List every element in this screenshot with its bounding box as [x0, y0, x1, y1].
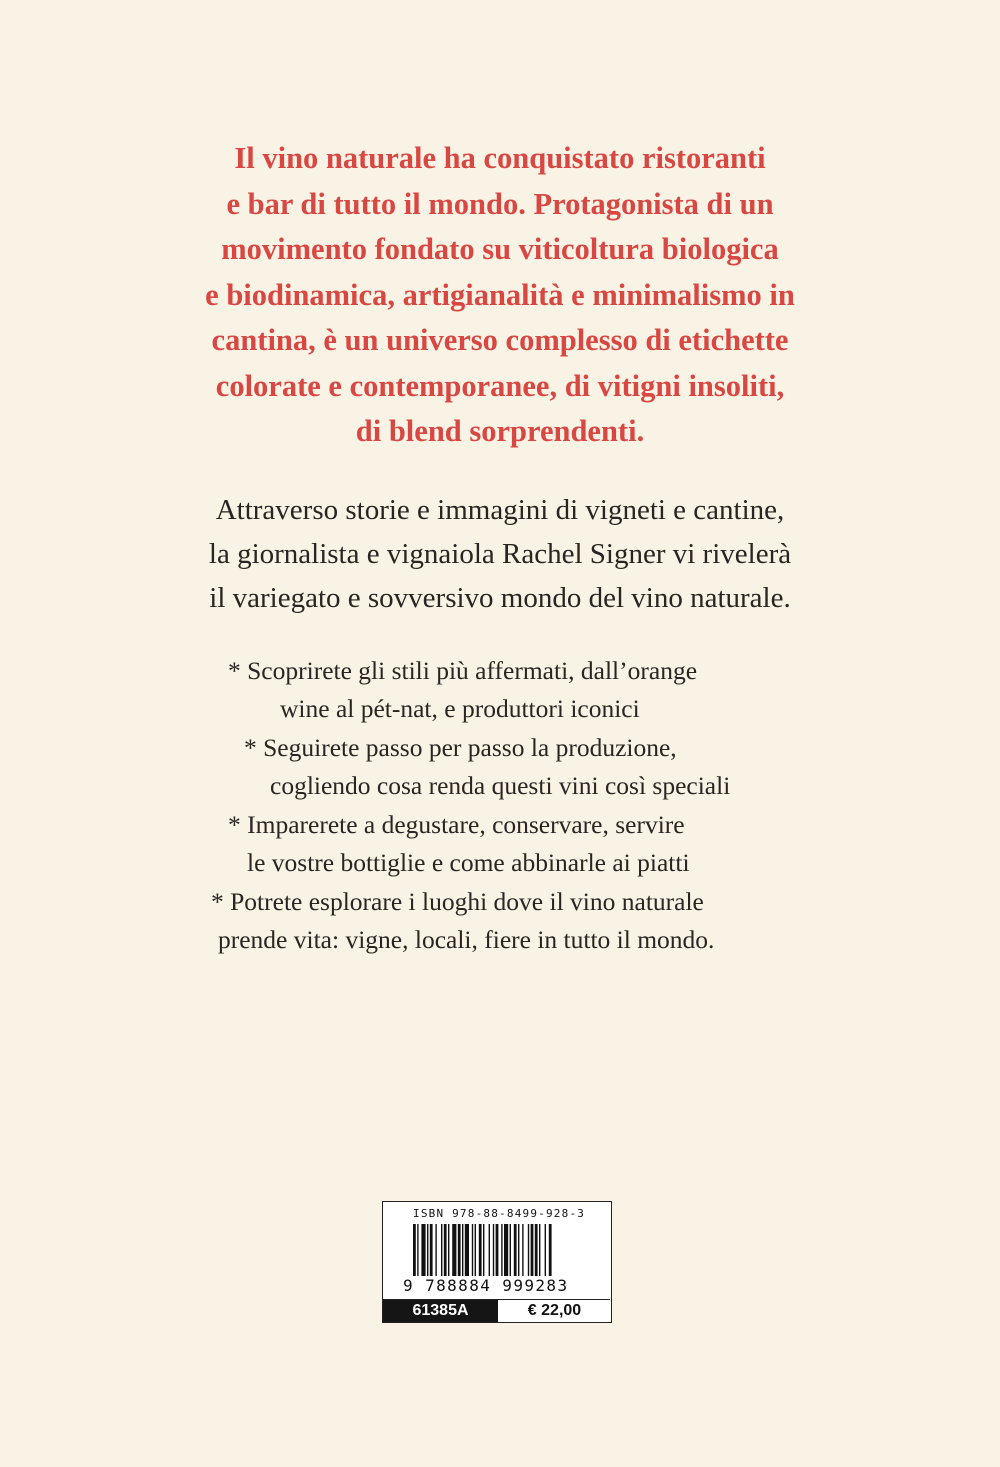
barcode-bar: [528, 1224, 529, 1276]
feature-item-continuation: prende vita: vigne, locali, fiere in tutto il mondo.: [218, 925, 715, 954]
barcode-bar: [465, 1224, 469, 1276]
barcode-bar: [483, 1224, 484, 1276]
feature-item-continuation: le vostre bottiglie e come abbinarle ai piatti: [247, 848, 690, 877]
summary-line: Attraverso storie e immagini di vigneti e cantine,: [215, 494, 785, 526]
barcode-bar: [444, 1224, 447, 1276]
barcode-bar: [489, 1224, 490, 1276]
summary-paragraph: [0, 488, 1000, 620]
barcode-bar: [472, 1224, 473, 1276]
barcode-bar: [518, 1224, 519, 1276]
barcode-bar: [441, 1224, 442, 1276]
barcode-bar: [417, 1224, 418, 1276]
barcode-bar: [462, 1224, 463, 1276]
price-row: [383, 1299, 610, 1322]
price: € 22,00: [527, 1302, 582, 1319]
barcode-bars: [413, 1224, 589, 1276]
barcode-bar: [421, 1224, 425, 1276]
barcode-bar: [504, 1224, 508, 1276]
barcode-bar: [535, 1224, 538, 1276]
barcode-bar: [539, 1224, 540, 1276]
barcode-bar: [479, 1224, 482, 1276]
barcode-bar: [493, 1224, 494, 1276]
barcode-bar: [430, 1224, 433, 1276]
barcode-bar: [435, 1224, 436, 1276]
feature-item-continuation: wine al pét-nat, e produttori iconici: [280, 694, 640, 723]
barcode-bar: [510, 1224, 511, 1276]
intro-line: di blend sorprendenti.: [355, 414, 645, 448]
barcode-bar: [522, 1224, 523, 1276]
barcode-bar: [545, 1224, 546, 1276]
intro-line: Il vino naturale ha conquistato ristoranti: [234, 141, 766, 175]
barcode-bar: [496, 1224, 499, 1276]
ean-digits: 9 788884 999283: [403, 1276, 569, 1295]
barcode-bar: [448, 1224, 449, 1276]
barcode-label: [382, 1201, 612, 1323]
feature-item: * Seguirete passo per passo la produzione,: [244, 733, 677, 762]
isbn-number: ISBN 978-88-8499-928-3: [413, 1207, 586, 1220]
summary-line: la giornalista e vignaiola Rachel Signer vi rivelerà: [208, 538, 792, 570]
barcode-bar: [458, 1224, 461, 1276]
intro-line: colorate e contemporanee, di vitigni insoliti,: [215, 368, 785, 403]
intro-line: cantina, è un universo complesso di etichette: [211, 323, 789, 357]
intro-line: movimento fondato su viticoltura biologica: [221, 232, 779, 266]
barcode-bar: [501, 1224, 502, 1276]
barcode-bar: [549, 1224, 552, 1276]
barcode-bar: [427, 1224, 428, 1276]
barcode-bar: [514, 1224, 517, 1276]
feature-item-continuation: cogliendo cosa renda questi vini così speciali: [270, 771, 731, 800]
summary-line: il variegato e sovversivo mondo del vino naturale.: [209, 582, 791, 614]
barcode-bar: [413, 1224, 416, 1276]
feature-item: * Potrete esplorare i luoghi dove il vino naturale: [211, 887, 704, 916]
feature-item: * Scoprirete gli stili più affermati, dall’orange: [228, 656, 698, 685]
intro-line: e bar di tutto il mondo. Protagonista di un: [226, 186, 774, 221]
product-code: 61385A: [383, 1300, 498, 1322]
barcode-bar: [475, 1224, 476, 1276]
feature-item: * Imparerete a degustare, conservare, servire: [228, 810, 685, 839]
barcode-bar: [531, 1224, 534, 1276]
intro-paragraph: [0, 136, 1000, 455]
barcode-bar: [452, 1224, 456, 1276]
intro-line: e biodinamica, artigianalità e minimalismo in: [205, 277, 795, 312]
